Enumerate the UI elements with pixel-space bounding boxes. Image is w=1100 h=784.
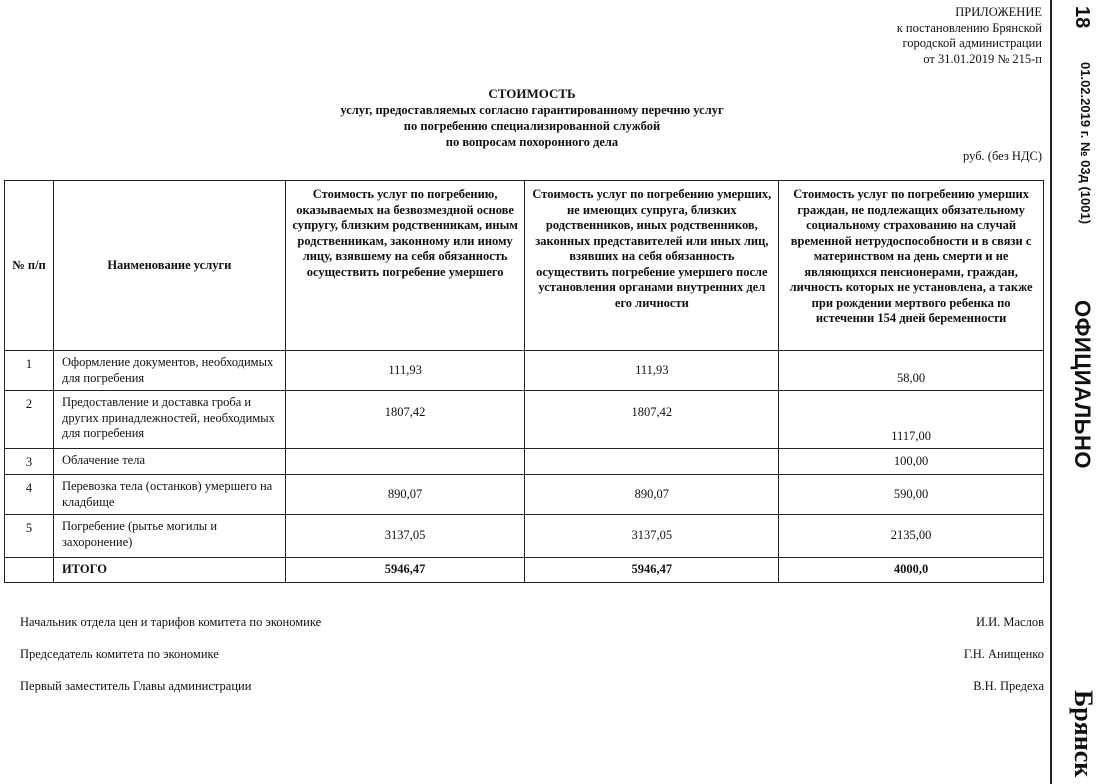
cost-uninsured: 1117,00: [779, 391, 1044, 449]
header-service-name: Наименование услуги: [53, 181, 285, 351]
row-number: 1: [5, 351, 54, 391]
cost-no-relatives: [525, 449, 779, 475]
service-name: Облачение тела: [53, 449, 285, 475]
header-cost-no-relatives: Стоимость услуг по погребению умерших, не имеющих супруга, близких родственников, иных родственников, законных представителей или иных лиц, взявших на себя обязанность осуществить погребение умершего после установления органами внутренних дел его личности: [525, 181, 779, 351]
table-header-row: [5, 181, 1044, 351]
appendix-line-2: к постановлению Брянской: [896, 20, 1042, 35]
cost-relatives: 1807,42: [285, 391, 525, 449]
price-table: [4, 180, 1044, 583]
total-row: [5, 558, 1044, 583]
signatory-name: В.Н. Предеха: [973, 679, 1044, 693]
row-number: 2: [5, 391, 54, 449]
signatory-name: И.И. Маслов: [975, 615, 1044, 629]
title-line-3: по погребению специализированной службой: [403, 119, 661, 133]
row-number: 3: [5, 449, 54, 475]
currency-note: руб. (без НДС): [963, 149, 1042, 163]
appendix-line-4: от 31.01.2019 № 215-п: [923, 51, 1042, 66]
table-row: [5, 515, 1044, 558]
section-title: ОФИЦИАЛЬНО: [1070, 300, 1095, 469]
service-name: Предоставление и доставка гроба и других принадлежностей, необходимых для погребения: [53, 391, 285, 449]
cost-relatives: 890,07: [285, 475, 525, 515]
appendix-line-1: ПРИЛОЖЕНИЕ: [955, 5, 1042, 19]
cost-no-relatives: 890,07: [525, 475, 779, 515]
appendix-line-3: городской администрации: [902, 36, 1042, 50]
cost-uninsured: 590,00: [779, 475, 1044, 515]
title-main: СТОИМОСТЬ: [488, 86, 576, 101]
total-number-cell: [5, 558, 54, 583]
header-cost-relatives: Стоимость услуг по погребению, оказываемых на безвозмездной основе супругу, близким родственникам, иным родственникам, законному или иному лицу, взявшему на себя обязанность осуществить погребение умершего: [285, 181, 525, 351]
document-title: [300, 86, 764, 150]
signatory-position: Первый заместитель Главы администрации: [20, 679, 252, 693]
cost-no-relatives: 3137,05: [525, 515, 779, 558]
total-relatives: 5946,47: [285, 558, 525, 583]
city-masthead: Брянск: [1069, 690, 1098, 778]
cost-relatives: 111,93: [285, 351, 525, 391]
cost-relatives: [285, 449, 525, 475]
table-row: [5, 391, 1044, 449]
sidebar-divider: [1050, 0, 1052, 784]
table-row: [5, 475, 1044, 515]
total-uninsured: 4000,0: [779, 558, 1044, 583]
service-name: Перевозка тела (останков) умершего на кладбище: [53, 475, 285, 515]
cost-no-relatives: 1807,42: [525, 391, 779, 449]
header-cost-uninsured: Стоимость услуг по погребению умерших граждан, не подлежащих обязательному социальному страхованию на случай временной нетрудоспособности и в связи с материнством на день смерти и не являющихся пенсионерами, граждан, личность которых не установлена, а также при рождении мертвого ребенка по истечении 154 дней беременности: [779, 181, 1044, 351]
table-row: [5, 449, 1044, 475]
signature-row: [20, 615, 1044, 630]
total-label: ИТОГО: [53, 558, 285, 583]
cost-no-relatives: 111,93: [525, 351, 779, 391]
cost-uninsured: 58,00: [779, 351, 1044, 391]
signature-row: [20, 679, 1044, 694]
cost-uninsured: 100,00: [779, 449, 1044, 475]
newspaper-sidebar: [1044, 0, 1100, 784]
signatory-position: Председатель комитета по экономике: [20, 647, 219, 661]
service-name: Оформление документов, необходимых для погребения: [53, 351, 285, 391]
title-line-4: по вопросам похоронного дела: [445, 135, 619, 149]
total-no-relatives: 5946,47: [525, 558, 779, 583]
title-line-2: услуг, предоставляемых согласно гарантированному перечню услуг: [340, 103, 724, 117]
cost-uninsured: 2135,00: [779, 515, 1044, 558]
row-number: 5: [5, 515, 54, 558]
cost-relatives: 3137,05: [285, 515, 525, 558]
table-row: [5, 351, 1044, 391]
issue-date: 01.02.2019 г. № 03д (1001): [1078, 62, 1093, 225]
page-number: 18: [1071, 6, 1093, 29]
service-name: Погребение (рытье могилы и захоронение): [53, 515, 285, 558]
header-number: № п/п: [5, 181, 54, 351]
appendix-header: [897, 5, 1042, 67]
signature-row: [20, 647, 1044, 662]
signatory-name: Г.Н. Анищенко: [963, 647, 1044, 661]
signatory-position: Начальник отдела цен и тарифов комитета по экономике: [20, 615, 322, 629]
row-number: 4: [5, 475, 54, 515]
